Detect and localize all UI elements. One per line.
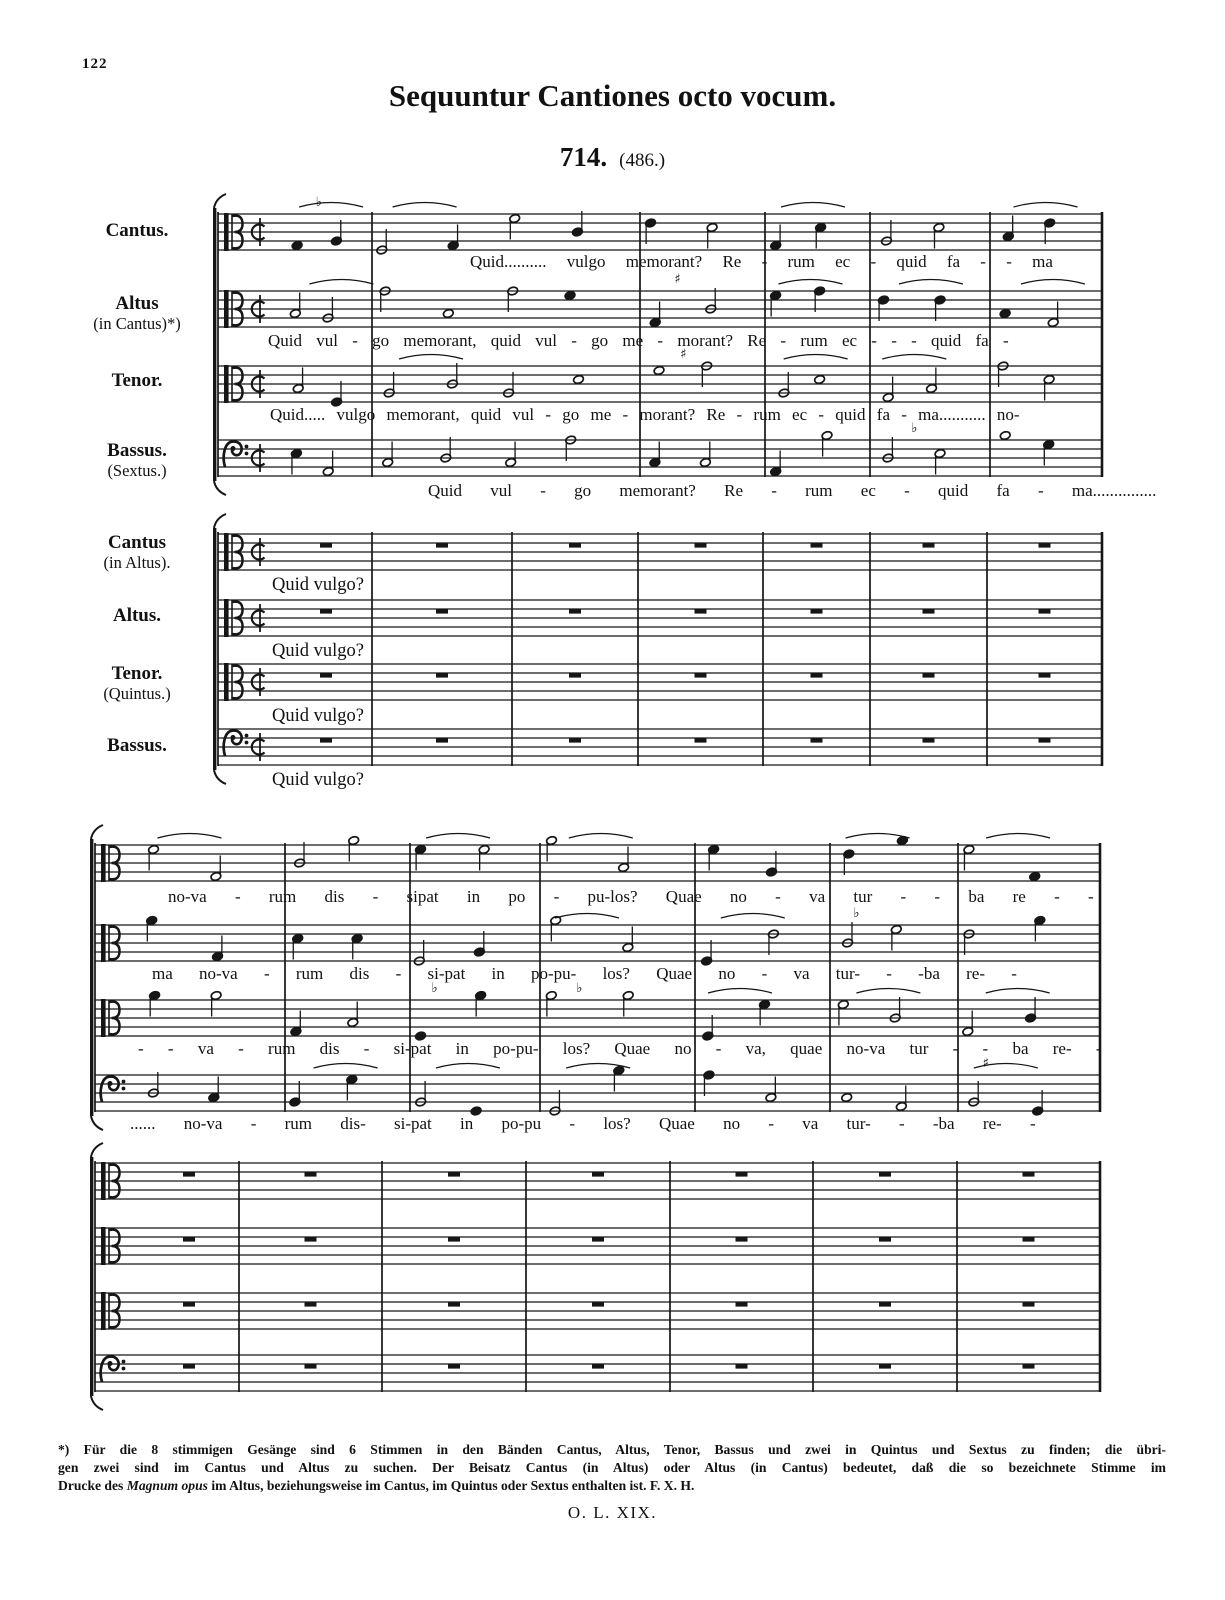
page-number: 122 (82, 56, 108, 72)
footnote-text: im Altus, beziehungsweise im Cantus, im Quintus oder Sextus enthalten ist. F. X. H. (207, 1478, 695, 1493)
lyric-quid-vulgo-1: Quid vulgo? (272, 575, 364, 595)
lyric-line2-cantus: no-va - rum dis - sipat in po - pu-los? Quae no - va tur - - ba re - - (168, 887, 1094, 906)
piece-number-row (0, 142, 1225, 173)
voice-label-text: Tenor. (111, 370, 163, 391)
lyric-line2-altus: ma no-va - rum dis - si-pat in po-pu- los? Quae no - va tur- - -ba re- - (152, 964, 1017, 983)
voice-label-text: Bassus. (107, 440, 167, 461)
voice-label-text: Cantus (107, 532, 167, 553)
lyric-line-altus: Quid vul - go memorant, quid vul - go me - morant? Re - rum ec - - - quid fa - (268, 331, 1009, 350)
svg-text:♯: ♯ (674, 272, 681, 287)
lyric-quid-vulgo-3: Quid vulgo? (272, 706, 364, 726)
svg-text:♯: ♯ (680, 347, 687, 362)
svg-text:♭: ♭ (853, 906, 860, 921)
footnote-line-3 (58, 1477, 1166, 1495)
footnote-line-2: gen zwei sind im Cantus und Altus zu suchen. Der Beisatz Cantus (in Altus) oder Altus (in Cantus) bedeutet, daß die so bezeichnete Stimme im (58, 1460, 1166, 1475)
voice-label-tenor-quintus (62, 664, 212, 703)
voice-label-altus (62, 294, 212, 333)
voice-label-text: Tenor. (111, 663, 163, 684)
lyric-quid-vulgo-2: Quid vulgo? (272, 641, 364, 661)
footnote-text: Drucke des (58, 1478, 127, 1493)
voice-label-text: Altus. (112, 605, 162, 626)
voice-label-tenor (62, 371, 212, 392)
lyric-quid-vulgo-4: Quid vulgo? (272, 770, 364, 790)
voice-label-altus2 (62, 606, 212, 627)
voice-sublabel-text: (in Altus). (103, 552, 171, 572)
page-title: Sequuntur Cantiones octo vocum. (388, 78, 837, 113)
lyric-line2-tenor: - - va - rum dis - si-pat in po-pu- los? Quae no - va, quae no-va tur - - ba re- - (138, 1039, 1102, 1058)
voice-label-bassus (62, 441, 212, 480)
voice-sublabel-text: (Quintus.) (103, 683, 171, 703)
voice-label-text: Cantus. (105, 220, 169, 241)
svg-text:♭: ♭ (576, 981, 583, 996)
piece-number-alt: (486.) (619, 150, 666, 171)
svg-text:♭: ♭ (911, 421, 918, 436)
voice-label-text: Bassus. (107, 735, 167, 756)
footnote-italic-text: Magnum opus (126, 1478, 208, 1493)
svg-text:♭: ♭ (315, 195, 322, 210)
voice-sublabel-text: (in Cantus)*) (93, 313, 181, 333)
piece-number: 714. (559, 142, 608, 172)
lyric-line-bassus: Quid vul - go memorant? Re - rum ec - quid fa - ma............... (428, 481, 1157, 500)
voice-label-bassus2 (62, 736, 212, 757)
svg-text:♯: ♯ (982, 1056, 989, 1071)
voice-label-text: Altus (115, 293, 159, 314)
voice-label-cantus (62, 221, 212, 242)
lyric-line-tenor: Quid..... vulgo memorant, quid vul - go me - morant? Re - rum ec - quid fa - ma........... no- (270, 405, 1020, 424)
voice-sublabel-text: (Sextus.) (107, 460, 167, 480)
voice-label-cantus-in-altus (62, 533, 212, 572)
svg-text:♭: ♭ (431, 981, 438, 996)
footnote-line-1: *) Für die 8 stimmigen Gesänge sind 6 Stimmen in den Bänden Cantus, Altus, Tenor, Bassus und zwei in Quintus und Sextus zu finden; die übri- (58, 1442, 1166, 1457)
plate-mark: O. L. XIX. (567, 1503, 658, 1522)
lyric-line2-bassus: ...... no-va - rum dis- si-pat in po-pu - los? Quae no - va tur- - -ba re- - (130, 1114, 1036, 1133)
lyric-line-cantus: Quid.......... vulgo memorant? Re - rum ec - quid fa - - ma (470, 252, 1053, 271)
